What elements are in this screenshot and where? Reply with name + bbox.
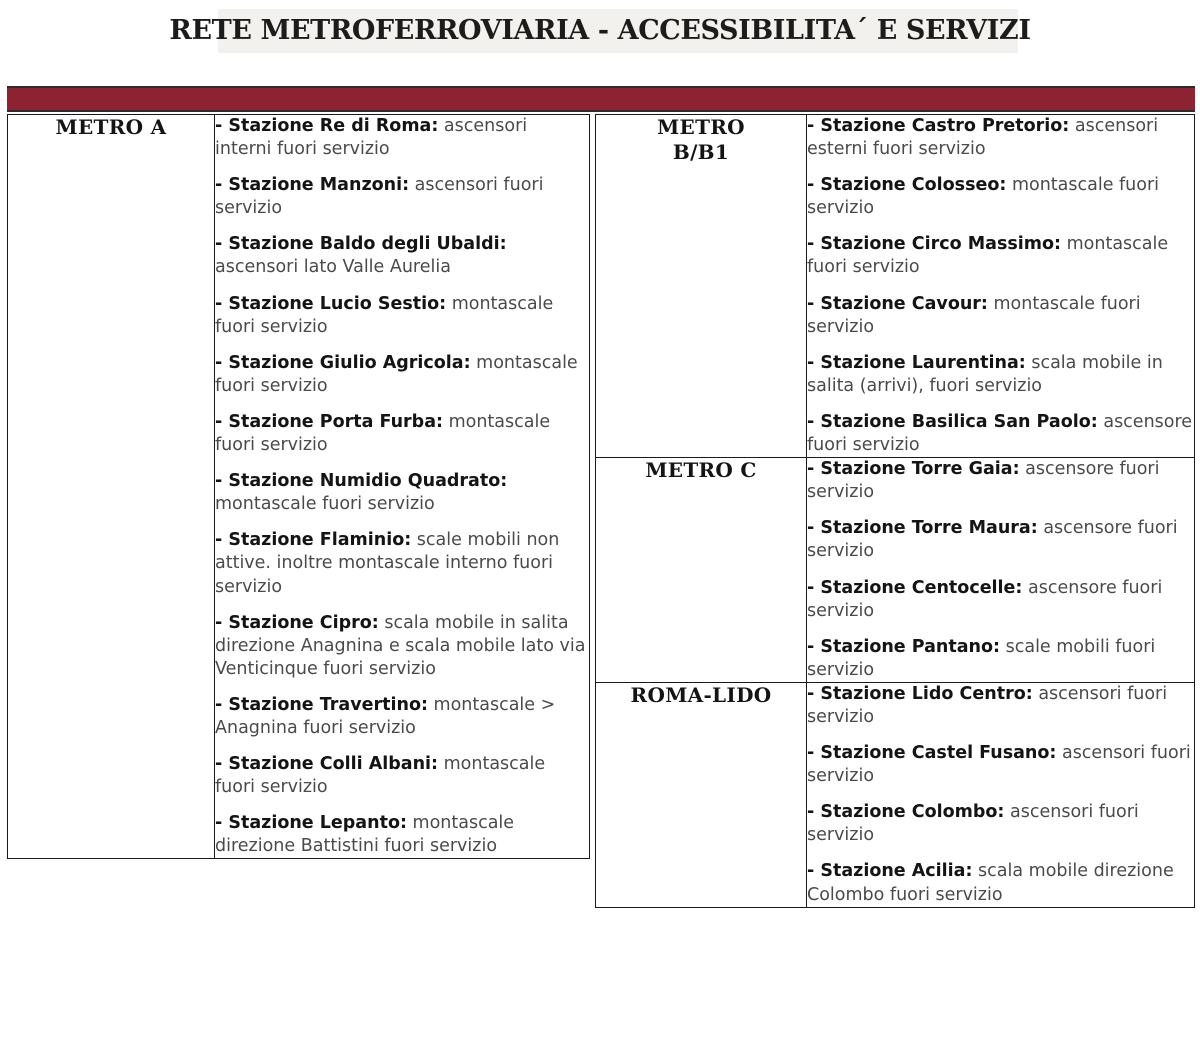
- station-detail: ascensori fuori servizio: [807, 802, 1139, 846]
- station-detail: ascensore fuori servizio: [807, 577, 1163, 621]
- station-name: - Stazione Cipro:: [215, 612, 379, 633]
- table-row-metro-c: [596, 458, 1195, 683]
- list-item: [215, 411, 589, 457]
- table-row-roma-lido: [596, 682, 1195, 907]
- list-item: [215, 115, 589, 161]
- station-detail: ascensori fuori servizio: [215, 175, 544, 219]
- list-item: [807, 636, 1194, 682]
- line-label-metro-a: METRO A: [8, 115, 215, 859]
- station-name: - Stazione Lucio Sestio:: [215, 293, 447, 314]
- station-name: - Stazione Cavour:: [807, 293, 988, 314]
- station-name: - Stazione Baldo degli Ubaldi:: [215, 234, 507, 255]
- station-detail: ascensori interni fuori servizio: [215, 116, 528, 160]
- station-detail: montascale fuori servizio: [215, 411, 551, 456]
- station-name: - Stazione Castro Pretorio:: [807, 116, 1070, 136]
- list-item: [807, 411, 1194, 457]
- list-item: [215, 174, 589, 220]
- station-detail: ascensori esterni fuori servizio: [807, 116, 1159, 160]
- list-item: [807, 517, 1194, 563]
- entries-metro-b: [807, 115, 1195, 458]
- line-label-metro-b: [596, 115, 807, 458]
- station-name: - Stazione Giulio Agricola:: [215, 352, 471, 373]
- list-item: [807, 683, 1194, 729]
- list-item: [215, 470, 589, 516]
- station-name: - Stazione Manzoni:: [215, 175, 410, 196]
- station-detail: montascale fuori servizio: [807, 293, 1141, 337]
- station-name: - Stazione Laurentina:: [807, 352, 1026, 373]
- station-detail: scale mobili non attive. inoltre montascale interno fuori servizio: [215, 530, 560, 597]
- list-item: [215, 612, 589, 681]
- station-name: - Stazione Numidio Quadrato:: [215, 471, 508, 492]
- list-item: [807, 458, 1194, 504]
- list-item: [215, 812, 589, 858]
- station-detail: montascale fuori servizio: [215, 754, 546, 798]
- station-detail: ascensore fuori servizio: [807, 459, 1160, 503]
- list-item: [807, 233, 1194, 279]
- station-name: - Stazione Flaminio:: [215, 530, 412, 551]
- station-detail: ascensori fuori servizio: [807, 743, 1191, 787]
- station-name: - Stazione Torre Maura:: [807, 518, 1038, 539]
- page-title: RETE METROFERROVIARIA - ACCESSIBILITA´ E SERVIZI: [169, 15, 1031, 46]
- station-detail: montascale fuori servizio: [215, 293, 554, 337]
- station-detail: ascensore fuori servizio: [807, 518, 1178, 562]
- station-detail: montascale fuori servizio: [215, 494, 435, 515]
- list-item: [215, 753, 589, 799]
- station-name: - Stazione Basilica San Paolo:: [807, 411, 1098, 432]
- list-item: [215, 233, 589, 279]
- list-item: [807, 860, 1194, 906]
- station-detail: ascensori lato Valle Aurelia: [215, 257, 451, 278]
- list-item: [215, 293, 589, 339]
- station-name: - Stazione Lido Centro:: [807, 683, 1033, 704]
- station-detail: scala mobile in salita (arrivi), fuori servizio: [807, 352, 1163, 396]
- line-label-metro-b-line2: B/B1: [672, 140, 730, 164]
- station-detail: scala mobile direzione Colombo fuori servizio: [807, 861, 1174, 905]
- list-item: [807, 352, 1194, 398]
- station-detail: montascale fuori servizio: [807, 234, 1169, 278]
- station-detail: montascale direzione Battistini fuori servizio: [215, 813, 515, 857]
- station-name: - Stazione Torre Gaia:: [807, 459, 1020, 480]
- station-detail: ascensori fuori servizio: [807, 683, 1168, 727]
- red-header-bar: [7, 86, 1195, 112]
- station-name: - Stazione Castel Fusano:: [807, 743, 1057, 764]
- station-name: - Stazione Circo Massimo:: [807, 234, 1062, 255]
- metro-bc-lido-table: [595, 114, 1195, 908]
- line-label-metro-b-line1: METRO: [657, 115, 745, 139]
- entries-roma-lido: [807, 682, 1195, 907]
- station-detail: ascensore fuori servizio: [807, 411, 1193, 456]
- station-name: - Stazione Centocelle:: [807, 577, 1023, 598]
- table-row-metro-b: [596, 115, 1195, 458]
- list-item: [215, 352, 589, 398]
- list-item: [807, 293, 1194, 339]
- station-name: - Stazione Pantano:: [807, 636, 1001, 657]
- station-name: - Stazione Travertino:: [215, 694, 428, 715]
- line-label-roma-lido: ROMA-LIDO: [596, 682, 807, 907]
- list-item: [807, 174, 1194, 220]
- station-name: - Stazione Lepanto:: [215, 813, 407, 834]
- station-name: - Stazione Colosseo:: [807, 175, 1007, 196]
- station-name: - Stazione Acilia:: [807, 861, 973, 882]
- station-name: - Stazione Re di Roma:: [215, 116, 439, 136]
- list-item: [807, 742, 1194, 788]
- list-item: [215, 529, 589, 598]
- station-name: - Stazione Porta Furba:: [215, 411, 444, 432]
- table-row-metro-a: [8, 115, 590, 859]
- list-item: [807, 115, 1194, 161]
- station-detail: montascale fuori servizio: [215, 352, 578, 396]
- list-item: [807, 577, 1194, 623]
- station-detail: montascale fuori servizio: [807, 175, 1160, 219]
- station-detail: scale mobili fuori servizio: [807, 636, 1156, 680]
- station-detail: montascale > Anagnina fuori servizio: [215, 694, 556, 738]
- station-detail: scala mobile in salita direzione Anagnina e scala mobile lato via Venticinque fuori servizio: [215, 612, 586, 679]
- entries-metro-a: [215, 115, 590, 859]
- list-item: [215, 694, 589, 740]
- station-name: - Stazione Colli Albani:: [215, 754, 439, 775]
- metro-a-table: [7, 114, 590, 859]
- entries-metro-c: [807, 458, 1195, 683]
- line-label-metro-c: METRO C: [596, 458, 807, 683]
- station-name: - Stazione Colombo:: [807, 802, 1005, 823]
- list-item: [807, 801, 1194, 847]
